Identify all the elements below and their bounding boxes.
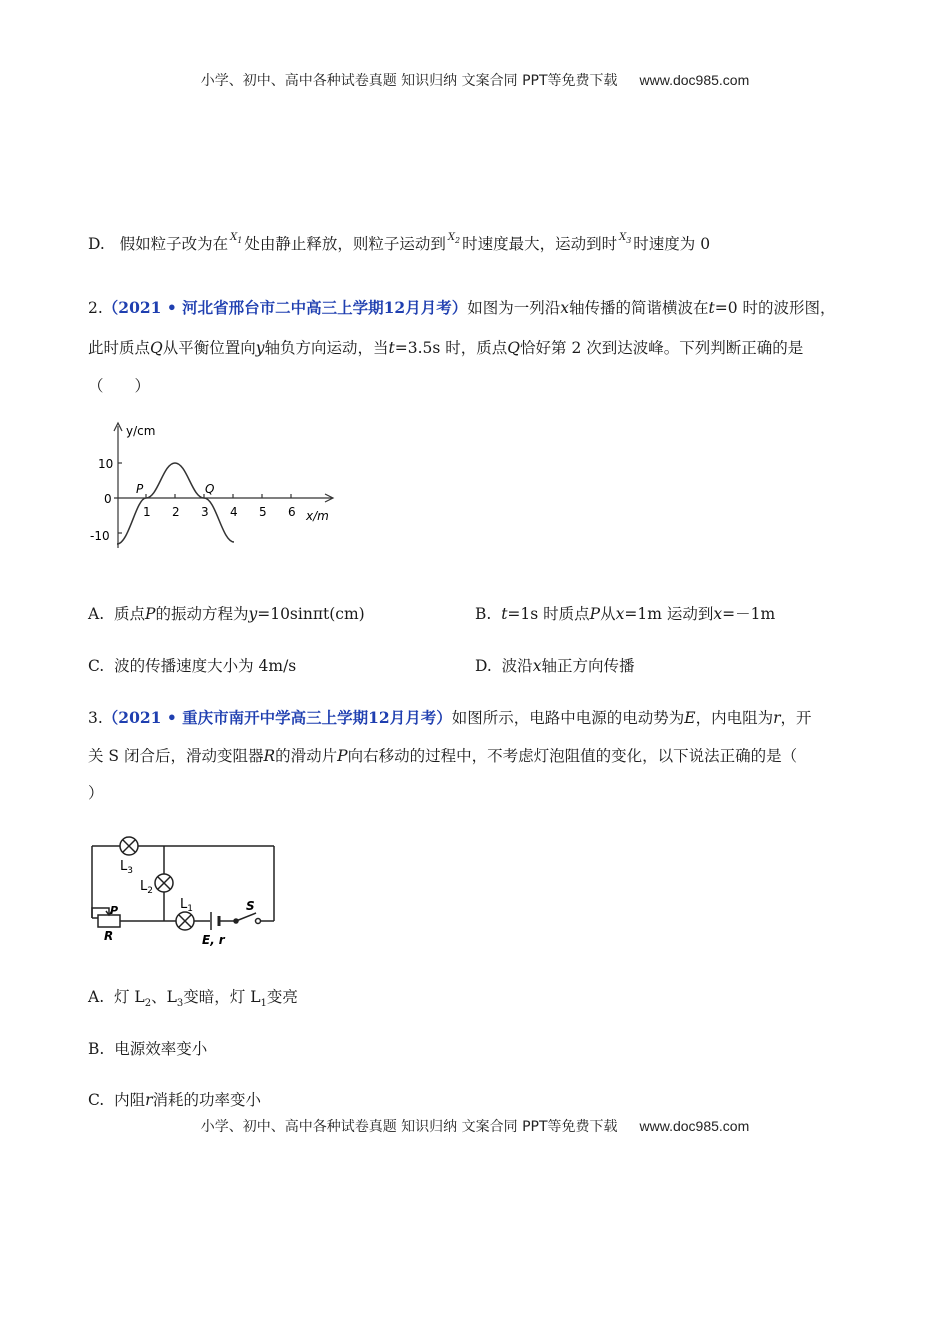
x-tick-3: 3	[201, 505, 209, 519]
q3-stem-line2: 关 S 闭合后，滑动变阻器R的滑动片P向右移动的过程中，不考虑灯泡阻值的变化，以下说法正确的是（	[88, 747, 798, 765]
q2-answer-blank: （ ）	[88, 377, 151, 395]
y-axis-label: y/cm	[126, 424, 156, 438]
x2-symbol: X2	[447, 232, 461, 245]
page-header	[0, 70, 950, 90]
header-site[interactable]: www.doc985.com	[639, 72, 750, 88]
label-p: P	[110, 904, 119, 917]
circuit-diagram	[84, 828, 284, 950]
q2-source: （2021 • 河北省邢台市二中高三上学期12月月考）	[102, 298, 468, 317]
x3-symbol: X3	[619, 232, 632, 245]
switch-lever	[236, 913, 256, 921]
q2-option-d: D. 波沿x轴正方向传播	[475, 657, 635, 675]
q1-option-d: D. 假如粒子改为在 $^{X_1}$ 处由静止释放，则粒子运动到 $^{X_2}$ 时速度最大，运动到时 $^{X_3}$ 时速度为 0	[88, 232, 711, 253]
rheostat-slider	[92, 908, 109, 918]
x-tick-1: 1	[143, 505, 151, 519]
q2-stem-line2: 此时质点Q从平衡位置向y轴负方向运动，当t=3.5s 时，质点Q恰好第 2 次到达波峰。下列判断正确的是	[88, 339, 804, 357]
q2-option-b: B. t=1s 时质点P从x=1m 运动到x=－1m	[475, 605, 776, 623]
q2-stem-line1: 2.（2021 • 河北省邢台市二中高三上学期12月月考）如图为一列沿x轴传播的简谐横波在t=0 时的波形图，	[88, 298, 836, 317]
label-emf: E, r	[202, 933, 225, 947]
q3-stem-line1: 3.（2021 • 重庆市南开中学高三上学期12月月考）如图所示，电路中电源的电动势为E，内电阻为r，开	[88, 708, 812, 727]
label-l3: $L_3$	[120, 859, 133, 876]
x-tick-5: 5	[259, 505, 267, 519]
q3-source: （2021 • 重庆市南开中学高三上学期12月月考）	[102, 708, 452, 727]
header-text: 小学、初中、高中各种试卷真题 知识归纳 文案合同 PPT等免费下载	[200, 73, 618, 89]
x-tick-4: 4	[230, 505, 238, 519]
wave-curve	[117, 463, 234, 544]
page-footer	[0, 1116, 950, 1136]
q3-option-b: B. 电源效率变小	[88, 1040, 208, 1058]
q3-option-a: A. 灯 $L_2$、$L_3$变暗，灯 $L_1$变亮	[88, 988, 298, 1010]
point-p-label: P	[136, 482, 144, 496]
x-tick-6: 6	[288, 505, 296, 519]
label-r-rheostat: R	[104, 929, 114, 943]
y-tick-neg10: -10	[90, 529, 110, 543]
label-l2: $L_2$	[140, 879, 153, 896]
q2-option-c: C. 波的传播速度大小为 4m/s	[88, 657, 297, 675]
footer-site[interactable]: www.doc985.com	[639, 1118, 750, 1134]
label-l1: $L_1$	[180, 897, 193, 914]
footer-text: 小学、初中、高中各种试卷真题 知识归纳 文案合同 PPT等免费下载	[200, 1119, 618, 1135]
x1-symbol: X1	[230, 232, 243, 245]
q2-option-a: A. 质点P的振动方程为y=10sinπt(cm)	[88, 605, 365, 623]
y-tick-10: 10	[98, 457, 114, 471]
label-switch: S	[246, 899, 255, 913]
wave-graph	[84, 418, 344, 558]
x-axis-label: x/m	[306, 509, 329, 523]
q3-option-c: C. 内阻r消耗的功率变小	[88, 1091, 262, 1109]
x-tick-2: 2	[172, 505, 180, 519]
y-tick-0: 0	[104, 492, 112, 506]
q3-stem-line3: ）	[88, 784, 104, 802]
point-q-label: Q	[205, 482, 215, 496]
switch-contact-right	[256, 919, 261, 924]
